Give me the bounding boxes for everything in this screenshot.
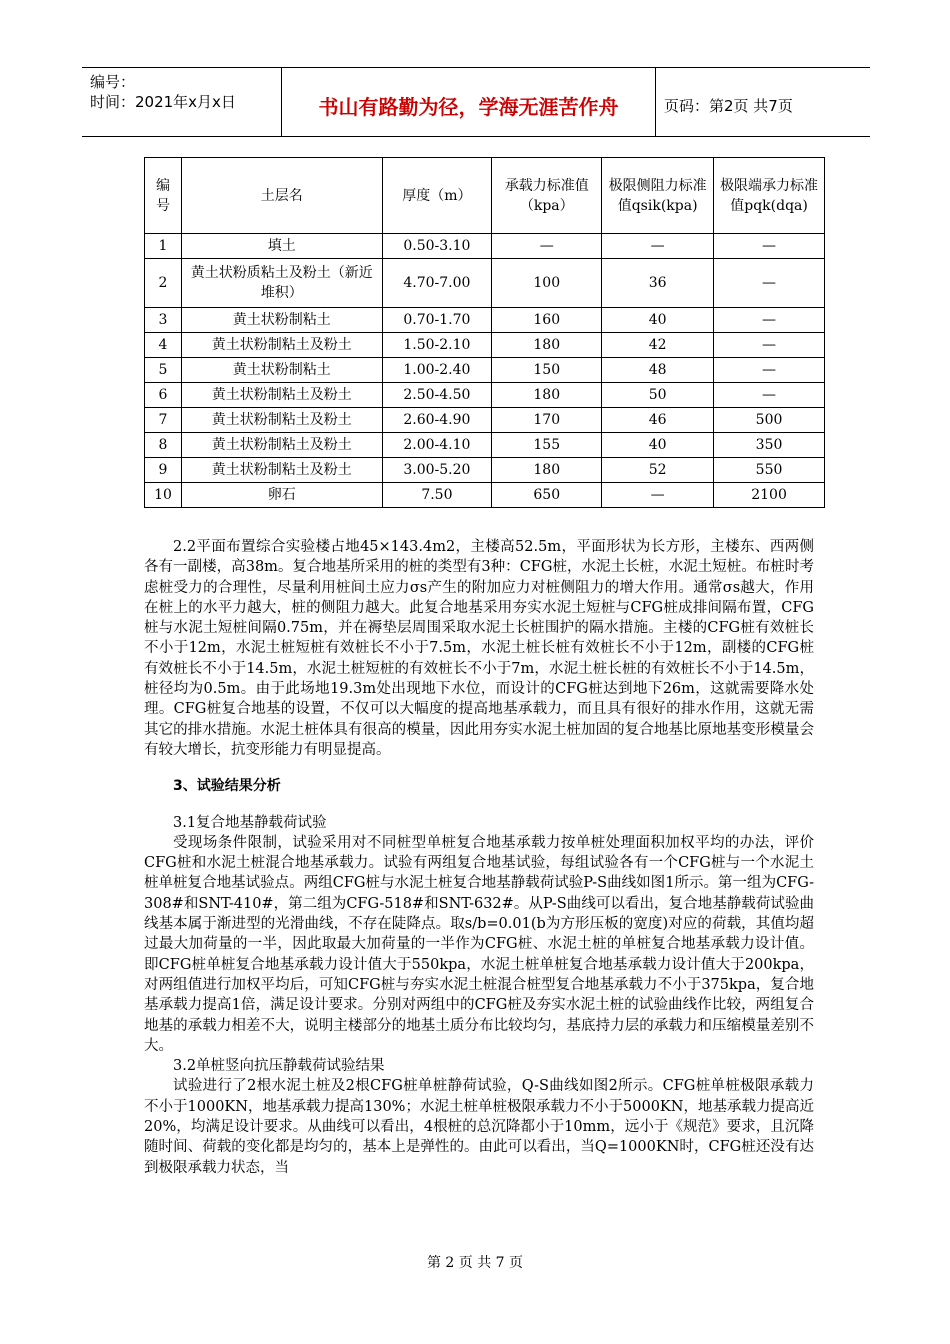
table-cell: 150 xyxy=(492,358,602,383)
table-cell: — xyxy=(714,308,825,333)
table-cell: 黄土状粉制粘土及粉土 xyxy=(181,333,382,358)
table-cell: 黄土状粉质粘土及粉土（新近堆积） xyxy=(181,259,382,308)
section-heading-3: 3、试验结果分析 xyxy=(173,778,281,795)
body-text xyxy=(144,537,814,1178)
table-cell: 黄土状粉制粘土及粉土 xyxy=(181,458,382,483)
header-date: 时间：2021年x月x日 xyxy=(90,93,236,111)
table-cell: 180 xyxy=(492,383,602,408)
table-cell: 4 xyxy=(145,333,182,358)
table-cell: — xyxy=(714,259,825,308)
table-header-cell: 编号 xyxy=(145,158,182,234)
table-cell: 填土 xyxy=(181,234,382,259)
table-cell: 9 xyxy=(145,458,182,483)
paragraph-2-2: 2.2平面布置综合实验楼占地45×143.4m2，主楼高52.5m，平面形状为长方形，主楼东、西两侧各有一副楼，高38m。复合地基所采用的桩的类型有3种：CFG桩，水泥土长桩，水泥土短桩。布桩时考虑桩受力的合理性，尽量利用桩间土应力σs产生的附加应力对桩侧阻力的增大作用。通常σs越大，作用在桩上的水平力越大，桩的侧阻力越大。此复合地基采用夯实水泥土短桩与CFG桩成排间隔布置，CFG桩与水泥土短桩间隔0.75m，并在褥垫层周围采取水泥土长桩围护的隔水措施。主楼的CFG桩有效桩长不小于12m，水泥土桩短桩有效桩长不小于7.5m，水泥土桩长桩有效桩长不小于12m，副楼的CFG桩有效桩长不小于14.5m，水泥土桩短桩的有效桩长不小于7m，水泥土桩长桩的有效桩长不小于14.5m，桩径均为0.5m。由于此场地19.3m处出现地下水位，而设计的CFG桩达到地下26m，这就需要降水处理。CFG桩复合地基的设置，不仅可以大幅度的提高地基承载力，而且具有很好的排水作用，这就无需其它的排水措施。水泥土桩体具有很高的模量，因此用夯实水泥土桩加固的复合地基比原地基变形模量会有较大增长，抗变形能力有明显提高。 xyxy=(144,539,814,758)
table-cell: 42 xyxy=(602,333,714,358)
table-row xyxy=(145,458,825,483)
table-cell: 180 xyxy=(492,458,602,483)
table-cell: 黄土状粉制粘土及粉土 xyxy=(181,433,382,458)
table-cell: 黄土状粉制粘土 xyxy=(181,358,382,383)
table-row xyxy=(145,259,825,308)
table-cell: 4.70-7.00 xyxy=(382,259,492,308)
table-row xyxy=(145,333,825,358)
table-cell: 50 xyxy=(602,383,714,408)
table-cell: 36 xyxy=(602,259,714,308)
table-cell: — xyxy=(602,234,714,259)
table-cell: 180 xyxy=(492,333,602,358)
table-cell: 黄土状粉制粘土 xyxy=(181,308,382,333)
table-cell: 8 xyxy=(145,433,182,458)
table-cell: 40 xyxy=(602,433,714,458)
table-cell: 550 xyxy=(714,458,825,483)
table-cell: 0.50-3.10 xyxy=(382,234,492,259)
header-motto: 书山有路勤为径，学海无涯苦作舟 xyxy=(282,68,656,136)
table-cell: 350 xyxy=(714,433,825,458)
table-header-cell: 极限侧阻力标准值qsik(kpa) xyxy=(602,158,714,234)
table-header-cell: 土层名 xyxy=(181,158,382,234)
table-cell: 100 xyxy=(492,259,602,308)
table-cell: — xyxy=(714,383,825,408)
table-cell: 2.60-4.90 xyxy=(382,408,492,433)
table-cell: 黄土状粉制粘土及粉土 xyxy=(181,383,382,408)
table-cell: 2 xyxy=(145,259,182,308)
table-cell: 10 xyxy=(145,483,182,508)
table-cell: 40 xyxy=(602,308,714,333)
table-cell: 52 xyxy=(602,458,714,483)
table-cell: 2.00-4.10 xyxy=(382,433,492,458)
table-header-cell: 极限端承力标准值pqk(dqa) xyxy=(714,158,825,234)
table-cell: 黄土状粉制粘土及粉土 xyxy=(181,408,382,433)
table-header-cell: 厚度（m） xyxy=(382,158,492,234)
table-cell: 155 xyxy=(492,433,602,458)
table-cell: — xyxy=(492,234,602,259)
header-number: 编号： xyxy=(90,73,136,91)
table-cell: 2100 xyxy=(714,483,825,508)
page-footer: 第 2 页 共 7 页 xyxy=(426,1255,524,1271)
table-cell: 650 xyxy=(492,483,602,508)
table-cell: 1 xyxy=(145,234,182,259)
table-row xyxy=(145,383,825,408)
table-cell: 2.50-4.50 xyxy=(382,383,492,408)
table-cell: 7.50 xyxy=(382,483,492,508)
table-cell: — xyxy=(714,358,825,383)
table-row xyxy=(145,433,825,458)
subheading-3-2: 3.2单桩竖向抗压静载荷试验结果 xyxy=(173,1058,385,1075)
table-cell: 6 xyxy=(145,383,182,408)
table-cell: 46 xyxy=(602,408,714,433)
table-cell: 3.00-5.20 xyxy=(382,458,492,483)
table-cell: 0.70-1.70 xyxy=(382,308,492,333)
table-cell: 48 xyxy=(602,358,714,383)
table-header-row xyxy=(145,158,825,234)
table-cell: — xyxy=(714,234,825,259)
table-cell: 5 xyxy=(145,358,182,383)
page-header xyxy=(82,67,870,137)
header-meta xyxy=(82,68,282,136)
table-cell: 1.00-2.40 xyxy=(382,358,492,383)
paragraph-3-2: 试验进行了2根水泥土桩及2根CFG桩单桩静荷试验，Q-S曲线如图2所示。CFG桩单桩极限承载力不小于1000KN，地基承载力提高130%；水泥土桩单桩极限承载力不小于5000KN，地基承载力提高近20%，均满足设计要求。从曲线可以看出，4根桩的总沉降都小于10mm，远小于《规范》要求，且沉降随时间、荷载的变化都是均匀的，基本上是弹性的。由此可以看出，当Q=1000KN时，CFG桩还没有达到极限承载力状态，当 xyxy=(144,1078,814,1176)
table-cell: 170 xyxy=(492,408,602,433)
table-cell: 500 xyxy=(714,408,825,433)
table-row xyxy=(145,358,825,383)
table-cell: — xyxy=(602,483,714,508)
table-cell: 7 xyxy=(145,408,182,433)
subheading-3-1: 3.1复合地基静载荷试验 xyxy=(173,814,327,831)
table-cell: 160 xyxy=(492,308,602,333)
header-page-info: 页码：第2页 共7页 xyxy=(664,96,793,115)
table-header-cell: 承载力标准值（kpa） xyxy=(492,158,602,234)
table-row xyxy=(145,308,825,333)
table-cell: — xyxy=(714,333,825,358)
paragraph-3-1: 受现场条件限制，试验采用对不同桩型单桩复合地基承载力按单桩处理面积加权平均的办法，评价CFG桩和水泥土桩混合地基承载力。试验有两组复合地基试验，每组试验各有一个CFG桩与一个水泥土桩单桩复合地基试验点。两组CFG桩与水泥土桩复合地基静载荷试验P-S曲线如图1所示。第一组为CFG-308#和SNT-410#，第二组为CFG-518#和SNT-632#。从P-S曲线可以看出，复合地基静载荷试验曲线基本属于渐进型的光滑曲线，不存在陡降点。取s/b=0.01(b为方形压板的宽度)对应的荷载，其值均超过最大加荷量的一半，因此取最大加荷量的一半作为CFG桩、水泥土桩的单桩复合地基承载力设计值。即CFG桩单桩复合地基承载力设计值大于550kpa，水泥土桩单桩复合地基承载力设计值大于200kpa，对两组值进行加权平均后，可知CFG桩与夯实水泥土桩混合桩型复合地基承载力不小于375kpa，复合地基承载力提高1倍，满足设计要求。分别对两组中的CFG桩及夯实水泥土桩的试验曲线作比较，两组复合地基的承载力相差不大，说明主楼部分的地基土质分布比较均匀，基底持力层的承载力和压缩模量差别不大。 xyxy=(144,834,814,1054)
table-row xyxy=(145,483,825,508)
table-row xyxy=(145,408,825,433)
table-row xyxy=(145,234,825,259)
table-cell: 卵石 xyxy=(181,483,382,508)
table-cell: 1.50-2.10 xyxy=(382,333,492,358)
soil-layer-table xyxy=(144,157,825,508)
table-cell: 3 xyxy=(145,308,182,333)
